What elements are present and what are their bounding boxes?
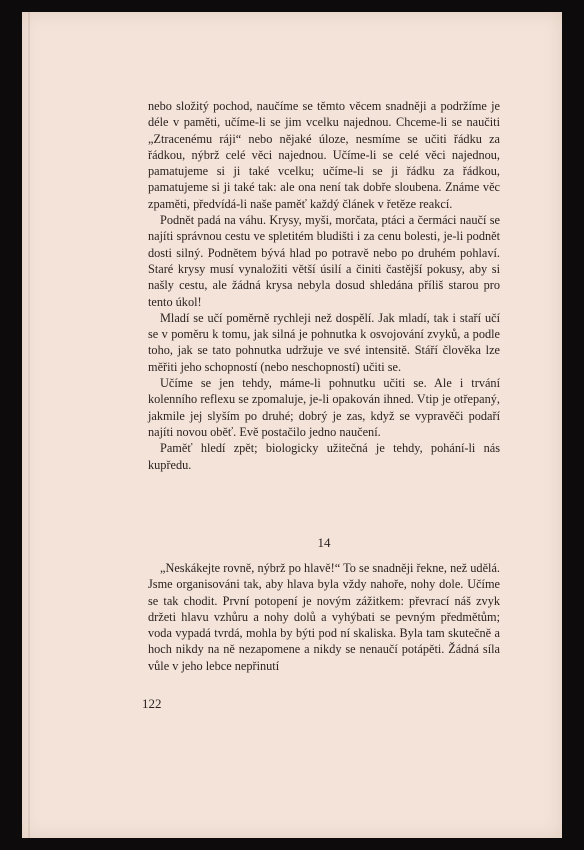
text-block-lower xyxy=(148,560,500,674)
book-page xyxy=(22,12,562,838)
page-number: 122 xyxy=(142,696,162,711)
paragraph: Mladí se učí poměrně rychleji než dospělí. Jak mladí, tak i staří učí se v poměru k tomu, jak silná je pohnutka k osvojování zvyků, a podle toho, jak se tato pohnutka udržuje ve své intensitě. Stáří člověka lze měřiti jeho schopností (nebo neschopností) učiti se. xyxy=(148,310,500,374)
paragraph: „Neskákejte rovně, nýbrž po hlavě!“ To se snadněji řekne, než udělá. Jsme organisováni tak, aby hlava byla vždy nahoře, nohy dole. Učíme se tak chodit. První potopení je novým zážitkem: převrací náš zvyk držeti hlavu vzhůru a nohy dolů a vyhýbati se pevným předmětům; voda vypadá tvrdá, mohla by býti pod ní skaliska. Byla tam skutečně a hoch nikdy na ně nezapomene a nikdy se nenaučí potápěti. Žádná síla vůle v jeho lebce nepřinutí xyxy=(148,561,500,673)
paragraph: nebo složitý pochod, naučíme se těmto věcem snadněji a podržíme je déle v paměti, učíme-li se jim vcelku najednou. Chceme-li se naučiti „Ztracenému ráji“ nebo nějaké úloze, nesmíme se učiti řádku za řádkou, nýbrž celé věci najednou. Učíme-li se celé věci najednou, pamatujeme si ji také vcelku; učíme-li se ji řádku za řádkou, pamatujeme si ji také tak: ale ona není tak dobře sloubena. Známe věc zpaměti, předvídá-li naše paměť každý článek v řetěze reakcí. xyxy=(148,99,500,211)
text-block-upper xyxy=(148,98,500,473)
paragraph: Paměť hledí zpět; biologicky užitečná je tehdy, pohání-li nás kupředu. xyxy=(148,441,500,472)
chapter-number: 14 xyxy=(317,535,331,550)
paragraph: Podnět padá na váhu. Krysy, myši, morčata, ptáci a čermáci naučí se najíti správnou cestu ve spletitém bludišti i za cenu bolesti, je-li podnět dosti silný. Podnětem bývá hlad po potravě nebo po druhém pohlaví. Staré krysy musí vynaložiti větší úsilí a činiti častější pokusy, aby si našly cestu, ale žádná krysa nebyla dosud shledána příliš starou pro tento úkol! xyxy=(148,213,500,309)
paragraph: Učíme se jen tehdy, máme-li pohnutku učiti se. Ale i trvání kolenního reflexu se zpomaluje, je-li opakován ihned. Vtip je otřepaný, jakmile jej slyším po druhé; dobrý je zas, když se vypravěči podaří najíti novou oběť. Evě postačilo jedno naučení. xyxy=(148,376,500,439)
